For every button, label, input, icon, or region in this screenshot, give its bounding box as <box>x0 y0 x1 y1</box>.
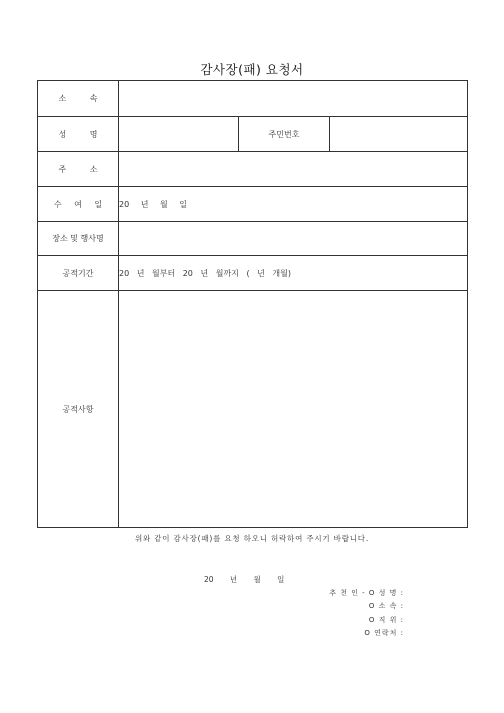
award-date-row <box>38 187 468 222</box>
name-row <box>38 117 468 152</box>
address-label: 주 소 <box>38 152 119 187</box>
recommender-block <box>329 587 404 640</box>
request-statement: 위와 같이 감사장(패)를 요청 하오니 허락하여 주시기 바랍니다. <box>134 534 370 543</box>
award-date-field[interactable]: 20 년 월 일 <box>119 187 468 222</box>
request-form-table <box>37 80 468 528</box>
place-event-row <box>38 222 468 256</box>
affiliation-label: 소 속 <box>38 81 119 117</box>
merit-period-field[interactable]: 20 년 월부터 20 년 월까지 ( 년 개월) <box>119 256 468 291</box>
recommender-contact-line: O 연락처 : <box>364 628 404 637</box>
place-event-field[interactable] <box>119 222 468 256</box>
recommender-affiliation-line: O 소 속 : <box>368 602 404 611</box>
affiliation-field[interactable] <box>119 81 468 117</box>
address-row <box>38 152 468 187</box>
document-title: 감사장(패) 요청서 <box>200 62 304 77</box>
merit-period-row <box>38 256 468 291</box>
affiliation-row <box>38 81 468 117</box>
place-event-label: 장소 및 행사명 <box>38 222 119 256</box>
merit-details-row <box>38 291 468 528</box>
name-field[interactable] <box>119 117 239 152</box>
resident-number-field[interactable] <box>330 117 468 152</box>
address-field[interactable] <box>119 152 468 187</box>
merit-details-label: 공적사항 <box>38 291 119 528</box>
recommender-name-line: 추 천 인 - O 성 명 : <box>329 589 404 597</box>
signature-date: 20 년 월 일 <box>204 575 285 584</box>
resident-number-label: 주민번호 <box>239 117 330 152</box>
recommender-position-line: O 직 위 : <box>368 615 404 624</box>
merit-details-field[interactable] <box>119 291 468 528</box>
award-date-label: 수 여 일 <box>38 187 119 222</box>
merit-period-label: 공적기간 <box>38 256 119 291</box>
name-label: 성 명 <box>38 117 119 152</box>
